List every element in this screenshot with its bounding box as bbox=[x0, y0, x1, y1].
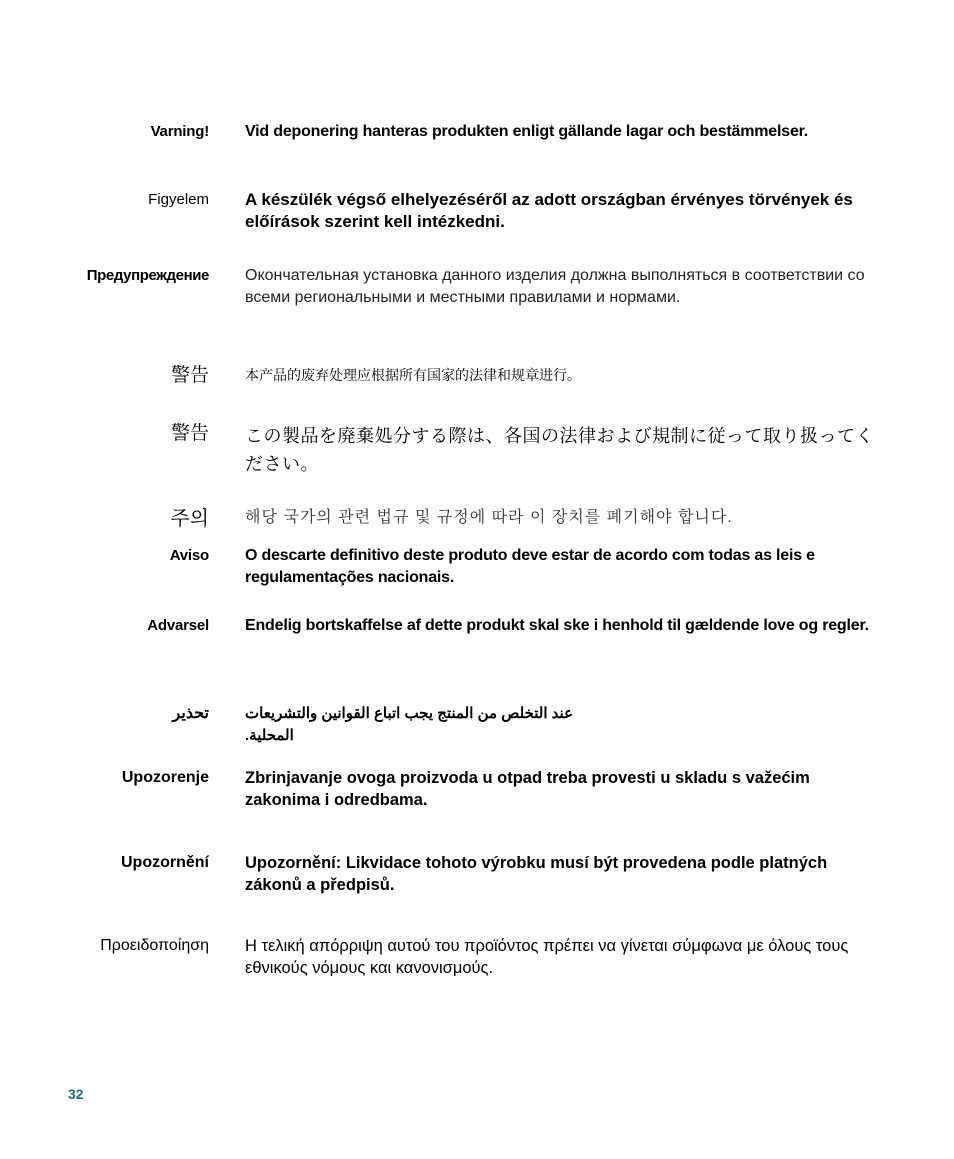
warning-label: 警告 bbox=[170, 365, 209, 386]
page-number: 32 bbox=[68, 1086, 84, 1102]
warning-text: 해당 국가의 관련 법규 및 규정에 따라 이 장치를 폐기해야 합니다. bbox=[245, 509, 733, 526]
warning-label: Varning! bbox=[150, 123, 209, 140]
warning-text: A készülék végső elhelyezéséről az adott országban érvényes törvények és előírások szerint kell intézkedni. bbox=[245, 190, 853, 231]
warning-label: Предупреждение bbox=[86, 267, 209, 284]
warning-text: 本产品的废弃处理应根据所有国家的法律和规章进行。 bbox=[245, 367, 581, 383]
warning-text: Окончательная установка данного изделия должна выполняться в соответствии со всеми региональными и местными правилами и нормами. bbox=[245, 267, 865, 306]
warning-label: Προειδοποίηση bbox=[100, 937, 209, 954]
warning-text: Upozornění: Likvidace tohoto výrobku musí být provedena podle platných zákonů a předpisů. bbox=[245, 854, 828, 894]
warning-text: عند التخلص من المنتج يجب اتباع القوانين والتشريعات المحلية. bbox=[245, 705, 574, 744]
warning-text: Endelig bortskaffelse af dette produkt skal ske i henhold til gældende love og regler. bbox=[245, 617, 869, 634]
warning-label: Upozorenje bbox=[121, 769, 209, 786]
warning-label: تحذير bbox=[172, 705, 209, 722]
warning-label: Aviso bbox=[169, 547, 209, 564]
warning-label: Figyelem bbox=[148, 191, 209, 208]
warning-label: Upozornění bbox=[121, 854, 209, 871]
warning-label: 주의 bbox=[170, 508, 209, 530]
warning-text: この製品を廃棄処分する際は、各国の法律および規制に従って取り扱ってください。 bbox=[245, 426, 874, 474]
warning-text: O descarte definitivo deste produto deve estar de acordo com todas as leis e regulamentações nacionais. bbox=[245, 547, 815, 586]
warning-text: Zbrinjavanje ovoga proizvoda u otpad treba provesti u skladu s važećim zakonima i odredbama. bbox=[245, 769, 810, 809]
warning-text: Η τελική απόρριψη αυτού του προϊόντος πρέπει να γίνεται σύμφωνα με όλους τους εθνικούς νόμους και κανονισμούς. bbox=[245, 937, 849, 977]
warning-label: Advarsel bbox=[147, 617, 209, 634]
warning-label: 警告 bbox=[170, 423, 209, 444]
warning-text: Vid deponering hanteras produkten enligt gällande lagar och bestämmelser. bbox=[245, 123, 809, 140]
